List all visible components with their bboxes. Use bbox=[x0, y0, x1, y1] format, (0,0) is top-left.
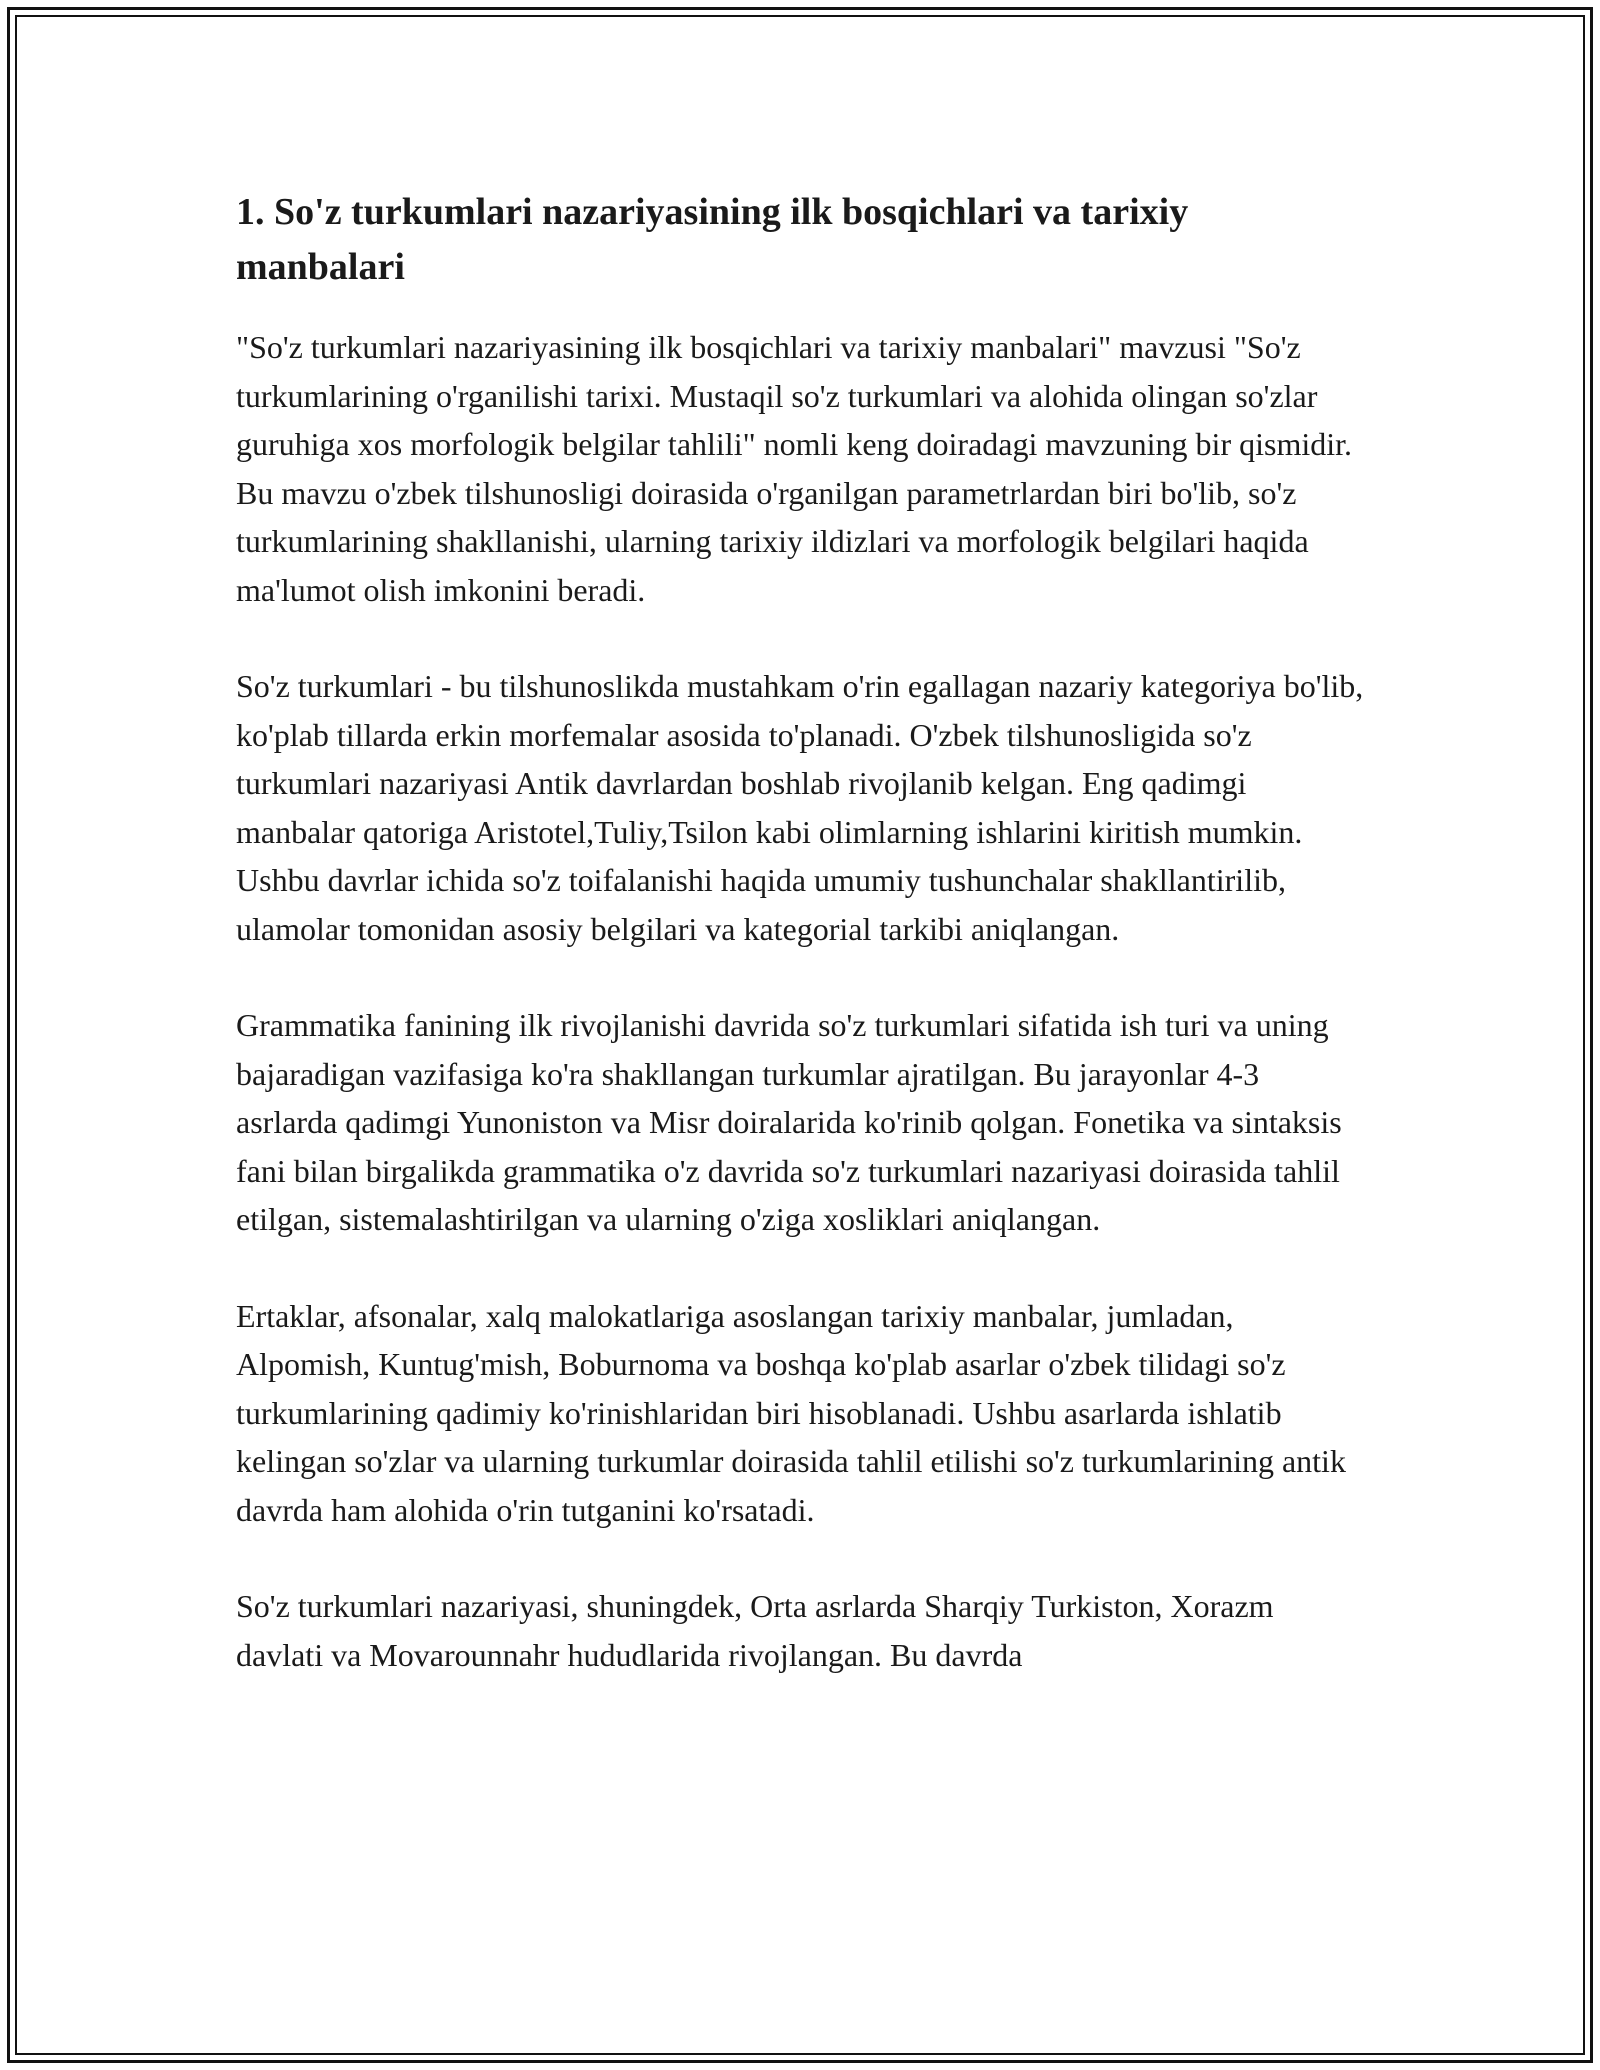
paragraph-4: Ertaklar, afsonalar, xalq malokatlariga asoslangan tarixiy manbalar, jumladan, Alpomish, Kuntug'mish, Boburnoma va boshqa ko'plab asarlar o'zbek tilidagi so'z turkumlarining qadimiy ko'rinishlaridan biri hisoblanadi. Ushbu asarlarda ishlatib kelingan so'zlar va ularning turkumlar doirasida tahlil etilishi so'z turkumlarining antik davrda ham alohida o'rin tutganini ko'rsatadi. bbox=[236, 1297, 1346, 1528]
paragraph-3: Grammatika fanining ilk rivojlanishi davrida so'z turkumlari sifatida ish turi va uning bajaradigan vazifasiga ko'ra shakllangan turkumlar ajratilgan. Bu jarayonlar 4-3 asrlarda qadimgi Yunoniston va Misr doiralarida ko'rinib qolgan. Fonetika va sintaksis fani bilan birgalikda grammatika o'z davrida so'z turkumlari nazariyasi doirasida tahlil etilgan, sistemalashtirilgan va ularning o'ziga xosliklari aniqlangan. bbox=[236, 1007, 1342, 1237]
paragraph-5: So'z turkumlari nazariyasi, shuningdek, Orta asrlarda Sharqiy Turkiston, Xorazm davlati va Movarounnahr hududlarida rivojlangan. Bu davrda bbox=[236, 1588, 1274, 1673]
paragraph-1: "So'z turkumlari nazariyasining ilk bosqichlari va tarixiy manbalari" mavzusi "So'z turkumlarining o'rganilishi tarixi. Mustaqil so'z turkumlari va alohida olingan so'zlar guruhiga xos morfologik belgilar tahlili" nomli keng doiradagi mavzuning bir qismidir. Bu mavzu o'zbek tilshunosligi doirasida o'rganilgan parametrlardan biri bo'lib, so'z turkumlarining shakllanishi, ularning tarixiy ildizlari va morfologik belgilari haqida ma'lumot olish imkonini beradi. bbox=[236, 329, 1352, 608]
section-heading: 1. So'z turkumlari nazariyasining ilk bosqichlari va tarixiy manbalari bbox=[236, 191, 1189, 288]
paragraph-2: So'z turkumlari - bu tilshunoslikda mustahkam o'rin egallagan nazariy kategoriya bo'lib, ko'plab tillarda erkin morfemalar asosida to'planadi. O'zbek tilshunosligida so'z turkumlari nazariyasi Antik davrlardan boshlab rivojlanib kelgan. Eng qadimgi manbalar qatoriga Aristotel,Tuliy,Tsilon kabi olimlarning ishlarini kiritish mumkin. Ushbu davrlar ichida so'z toifalanishi haqida umumiy tushunchalar shakllantirilib, ulamolar tomonidan asosiy belgilari va kategorial tarkibi aniqlangan. bbox=[236, 668, 1364, 947]
document-body bbox=[236, 185, 1364, 1727]
